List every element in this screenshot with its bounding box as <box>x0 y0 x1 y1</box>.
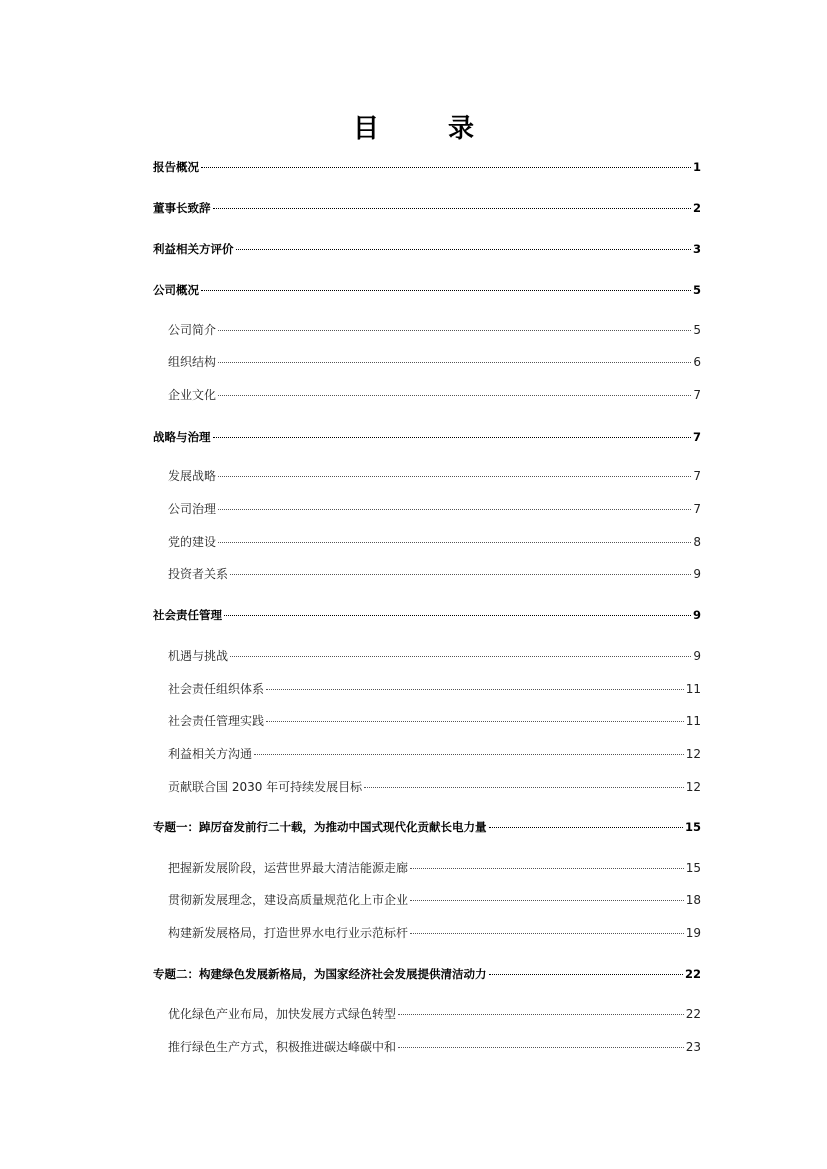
toc-entry-page: 7 <box>692 430 701 444</box>
toc-subentry[interactable] <box>168 713 701 729</box>
toc-entry-label: 社会责任管理实践 <box>168 714 265 728</box>
toc-subentry[interactable] <box>168 322 701 338</box>
toc-entry-page: 2 <box>692 201 701 215</box>
dot-leader <box>218 542 691 543</box>
dot-leader <box>410 933 684 934</box>
toc-entry-page: 5 <box>692 283 701 297</box>
dot-leader <box>201 167 691 168</box>
toc-entry-label: 组织结构 <box>168 355 217 369</box>
dot-leader <box>398 1014 684 1015</box>
toc-entry-label: 党的建设 <box>168 535 217 549</box>
toc-entry-page: 22 <box>685 1007 701 1021</box>
toc-entry-page: 9 <box>693 649 701 663</box>
toc-entry-label: 推行绿色生产方式，积极推进碳达峰碳中和 <box>168 1040 397 1054</box>
dot-leader <box>230 656 691 657</box>
toc-entry[interactable] <box>153 607 701 623</box>
toc-entry[interactable] <box>153 200 701 216</box>
toc-subentry[interactable] <box>168 387 701 403</box>
page-title: 目 录 <box>352 114 505 144</box>
dot-leader <box>218 362 691 363</box>
toc-subentry[interactable] <box>168 1039 701 1055</box>
toc-entry-label: 利益相关方沟通 <box>168 747 253 761</box>
toc-entry[interactable] <box>153 429 701 445</box>
dot-leader <box>218 509 691 510</box>
toc-entry-label: 社会责任组织体系 <box>168 682 265 696</box>
toc-subentry[interactable] <box>168 354 701 370</box>
toc-entry-label: 公司简介 <box>168 323 217 337</box>
toc-entry-page: 9 <box>692 608 701 622</box>
dot-leader <box>398 1047 684 1048</box>
dot-leader <box>218 476 691 477</box>
dot-leader <box>213 437 691 438</box>
toc-entry-page: 7 <box>693 502 701 516</box>
dot-leader <box>266 689 684 690</box>
toc-entry-label: 投资者关系 <box>168 567 229 581</box>
toc-entry-page: 11 <box>685 714 701 728</box>
toc-entry-page: 23 <box>685 1040 701 1054</box>
toc-subentry[interactable] <box>168 534 701 550</box>
toc-entry-label: 社会责任管理 <box>153 608 222 622</box>
dot-leader <box>410 868 684 869</box>
toc-subentry[interactable] <box>168 566 701 582</box>
toc-entry-label: 专题一：踔厉奋发前行二十载，为推动中国式现代化贡献长电力量 <box>153 820 487 834</box>
toc-entry[interactable] <box>153 282 701 298</box>
toc-subentry[interactable] <box>168 860 701 876</box>
toc-entry-page: 7 <box>693 388 701 402</box>
toc-subentry[interactable] <box>168 501 701 517</box>
toc-subentry[interactable] <box>168 779 701 795</box>
toc-entry-label: 机遇与挑战 <box>168 649 229 663</box>
toc-entry-page: 5 <box>693 323 701 337</box>
toc-entry-label: 构建新发展格局，打造世界水电行业示范标杆 <box>168 926 409 940</box>
toc-entry[interactable] <box>153 966 701 982</box>
toc-entry-page: 12 <box>685 780 701 794</box>
dot-leader <box>254 754 684 755</box>
toc-entry[interactable] <box>153 241 701 257</box>
toc-subentry[interactable] <box>168 1006 701 1022</box>
toc-entry-label: 战略与治理 <box>153 430 211 444</box>
dot-leader <box>213 208 691 209</box>
toc-entry-page: 12 <box>685 747 701 761</box>
toc-entry[interactable] <box>153 159 701 175</box>
toc-entry-label: 报告概况 <box>153 160 199 174</box>
toc-subentry[interactable] <box>168 468 701 484</box>
dot-leader <box>236 249 691 250</box>
toc-subentry[interactable] <box>168 648 701 664</box>
toc-subentry[interactable] <box>168 681 701 697</box>
toc-entry-label: 贯彻新发展理念，建设高质量规范化上市企业 <box>168 893 409 907</box>
toc-entry-page: 8 <box>693 535 701 549</box>
toc-entry-label: 贡献联合国 2030 年可持续发展目标 <box>168 780 363 794</box>
toc-subentry[interactable] <box>168 892 701 908</box>
toc-entry-label: 专题二：构建绿色发展新格局，为国家经济社会发展提供清洁动力 <box>153 967 487 981</box>
dot-leader <box>410 900 684 901</box>
toc-subentry[interactable] <box>168 746 701 762</box>
toc-entry-label: 利益相关方评价 <box>153 242 234 256</box>
toc-entry-page: 3 <box>692 242 701 256</box>
toc-entry-page: 15 <box>684 820 701 834</box>
dot-leader <box>230 574 691 575</box>
toc-entry-page: 18 <box>685 893 701 907</box>
toc-entry-label: 公司治理 <box>168 502 217 516</box>
toc-entry-label: 发展战略 <box>168 469 217 483</box>
toc-entry-page: 9 <box>693 567 701 581</box>
dot-leader <box>201 290 691 291</box>
dot-leader <box>489 974 683 975</box>
toc-entry-page: 7 <box>693 469 701 483</box>
toc-entry-label: 优化绿色产业布局，加快发展方式绿色转型 <box>168 1007 397 1021</box>
toc-entry-page: 6 <box>693 355 701 369</box>
toc-entry-label: 公司概况 <box>153 283 199 297</box>
toc-entry-page: 11 <box>685 682 701 696</box>
toc-entry-page: 15 <box>685 861 701 875</box>
dot-leader <box>489 827 683 828</box>
toc-entry-page: 19 <box>685 926 701 940</box>
toc-entry-label: 董事长致辞 <box>153 201 211 215</box>
toc-entry[interactable] <box>153 819 701 835</box>
dot-leader <box>266 721 684 722</box>
toc-entry-page: 1 <box>692 160 701 174</box>
toc-entry-label: 企业文化 <box>168 388 217 402</box>
dot-leader <box>218 330 691 331</box>
toc-entry-page: 22 <box>684 967 701 981</box>
toc-subentry[interactable] <box>168 925 701 941</box>
dot-leader <box>224 615 691 616</box>
toc-entry-label: 把握新发展阶段，运营世界最大清洁能源走廊 <box>168 861 409 875</box>
dot-leader <box>364 787 684 788</box>
dot-leader <box>218 395 691 396</box>
